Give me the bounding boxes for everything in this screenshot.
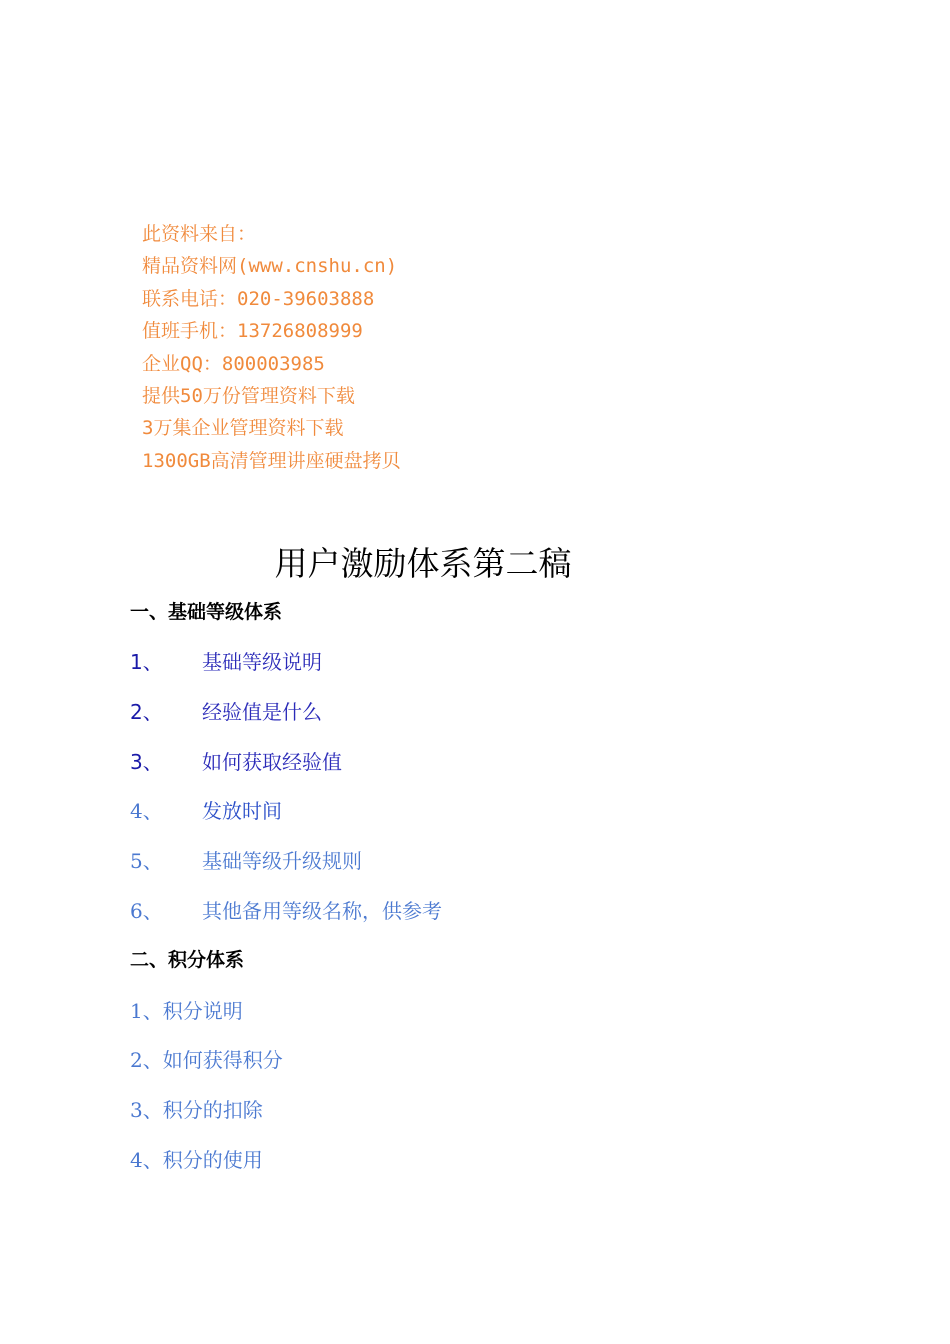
points-item: 1、积分说明 [130,999,243,1023]
source-line: 1300GB高清管理讲座硬盘拷贝 [142,449,401,472]
toc-item-text: 经验值是什么 [202,700,322,724]
toc-item-text: 其他备用等级名称，供参考 [202,899,442,923]
points-item: 4、积分的使用 [130,1148,263,1172]
toc-item-number: 1、 [130,650,163,674]
source-line: 精品资料网(www.cnshu.cn) [142,255,398,278]
points-item: 2、如何获得积分 [130,1048,283,1072]
source-info-block [142,218,401,477]
points-item: 3、积分的扣除 [130,1098,263,1122]
toc-item-number: 6、 [130,899,163,923]
toc-item-text: 如何获取经验值 [202,750,342,774]
source-line: 提供50万份管理资料下载 [142,384,355,407]
section-heading-basic-level: 一、基础等级体系 [130,601,283,623]
toc-item-text: 基础等级说明 [202,650,322,674]
source-line: 企业QQ：800003985 [142,352,325,375]
toc-item-text: 基础等级升级规则 [202,849,362,873]
toc-item-number: 4、 [130,799,163,823]
document-title: 用户激励体系第二稿 [274,544,572,583]
source-line: 值班手机：13726808999 [142,320,363,343]
toc-item-number: 2、 [130,700,163,724]
source-line: 此资料来自： [142,223,257,245]
source-line: 3万集企业管理资料下载 [142,417,344,440]
source-line: 联系电话：020-39603888 [142,287,375,310]
toc-item-number: 5、 [130,849,163,873]
section-heading-points: 二、积分体系 [130,949,245,971]
toc-item-number: 3、 [130,750,163,774]
toc-item-text: 发放时间 [202,799,282,823]
